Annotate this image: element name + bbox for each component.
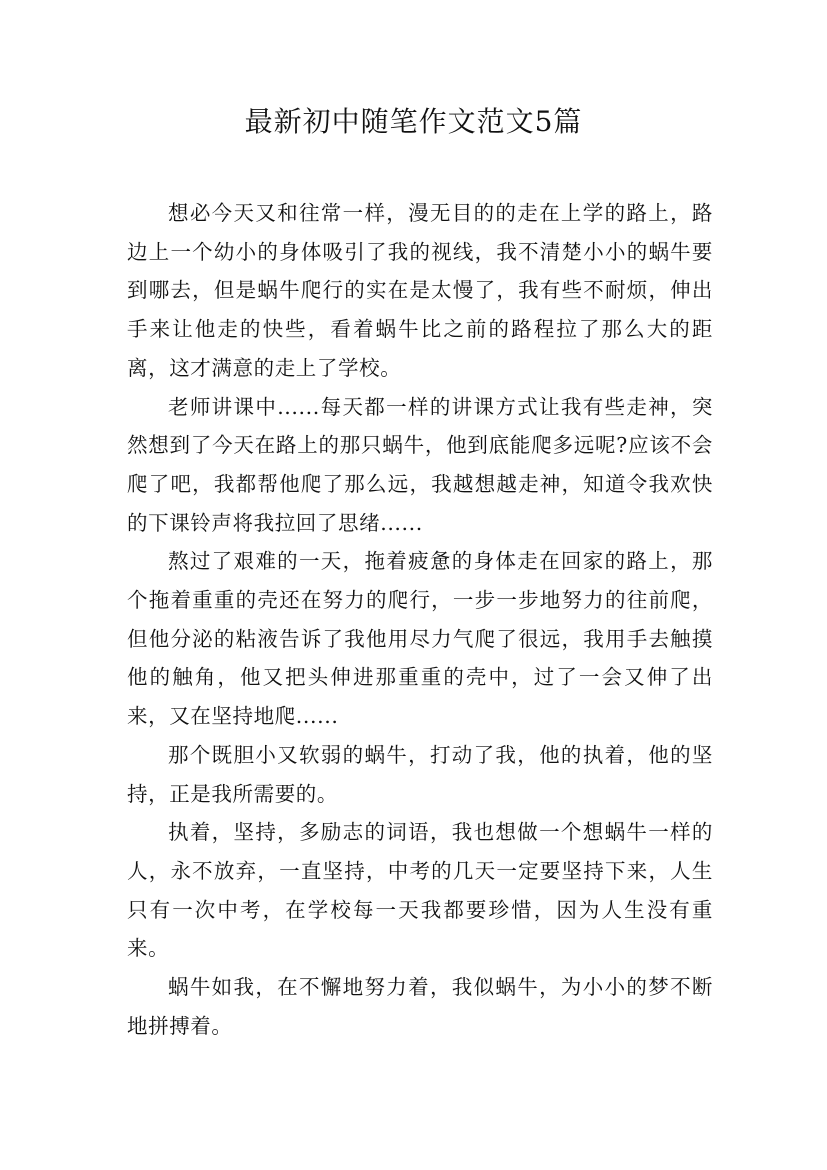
document-body <box>127 194 713 1045</box>
paragraph: 那个既胆小又软弱的蜗牛，打动了我，他的执着，他的坚持，正是我所需要的。 <box>127 742 713 806</box>
paragraph: 老师讲课中......每天都一样的讲课方式让我有些走神，突然想到了今天在路上的那只蜗牛，他到底能爬多远呢?应该不会爬了吧，我都帮他爬了那么远，我越想越走神，知道令我欢快的下课铃声将我拉回了思绪...... <box>127 394 713 535</box>
paragraph: 执着，坚持，多励志的词语，我也想做一个想蜗牛一样的人，永不放弃，一直坚持，中考的几天一定要坚持下来，人生只有一次中考，在学校每一天我都要珍惜，因为人生没有重来。 <box>127 820 713 961</box>
paragraph: 蜗牛如我，在不懈地努力着，我似蜗牛，为小小的梦不断地拼搏着。 <box>127 975 713 1038</box>
paragraph: 熬过了艰难的一天，拖着疲惫的身体走在回家的路上，那个拖着重重的壳还在努力的爬行，一步一步地努力的往前爬，但他分泌的粘液告诉了我他用尽力气爬了很远，我用手去触摸他的触角，他又把头伸进那重重的壳中，过了一会又伸了出来，又在坚持地爬...... <box>127 549 713 729</box>
document-title: 最新初中随笔作文范文5篇 <box>244 105 583 138</box>
paragraph: 想必今天又和往常一样，漫无目的的走在上学的路上，路边上一个幼小的身体吸引了我的视线，我不清楚小小的蜗牛要到哪去，但是蜗牛爬行的实在是太慢了，我有些不耐烦，伸出手来让他走的快些，看着蜗牛比之前的路程拉了那么大的距离，这才满意的走上了学校。 <box>127 201 713 380</box>
